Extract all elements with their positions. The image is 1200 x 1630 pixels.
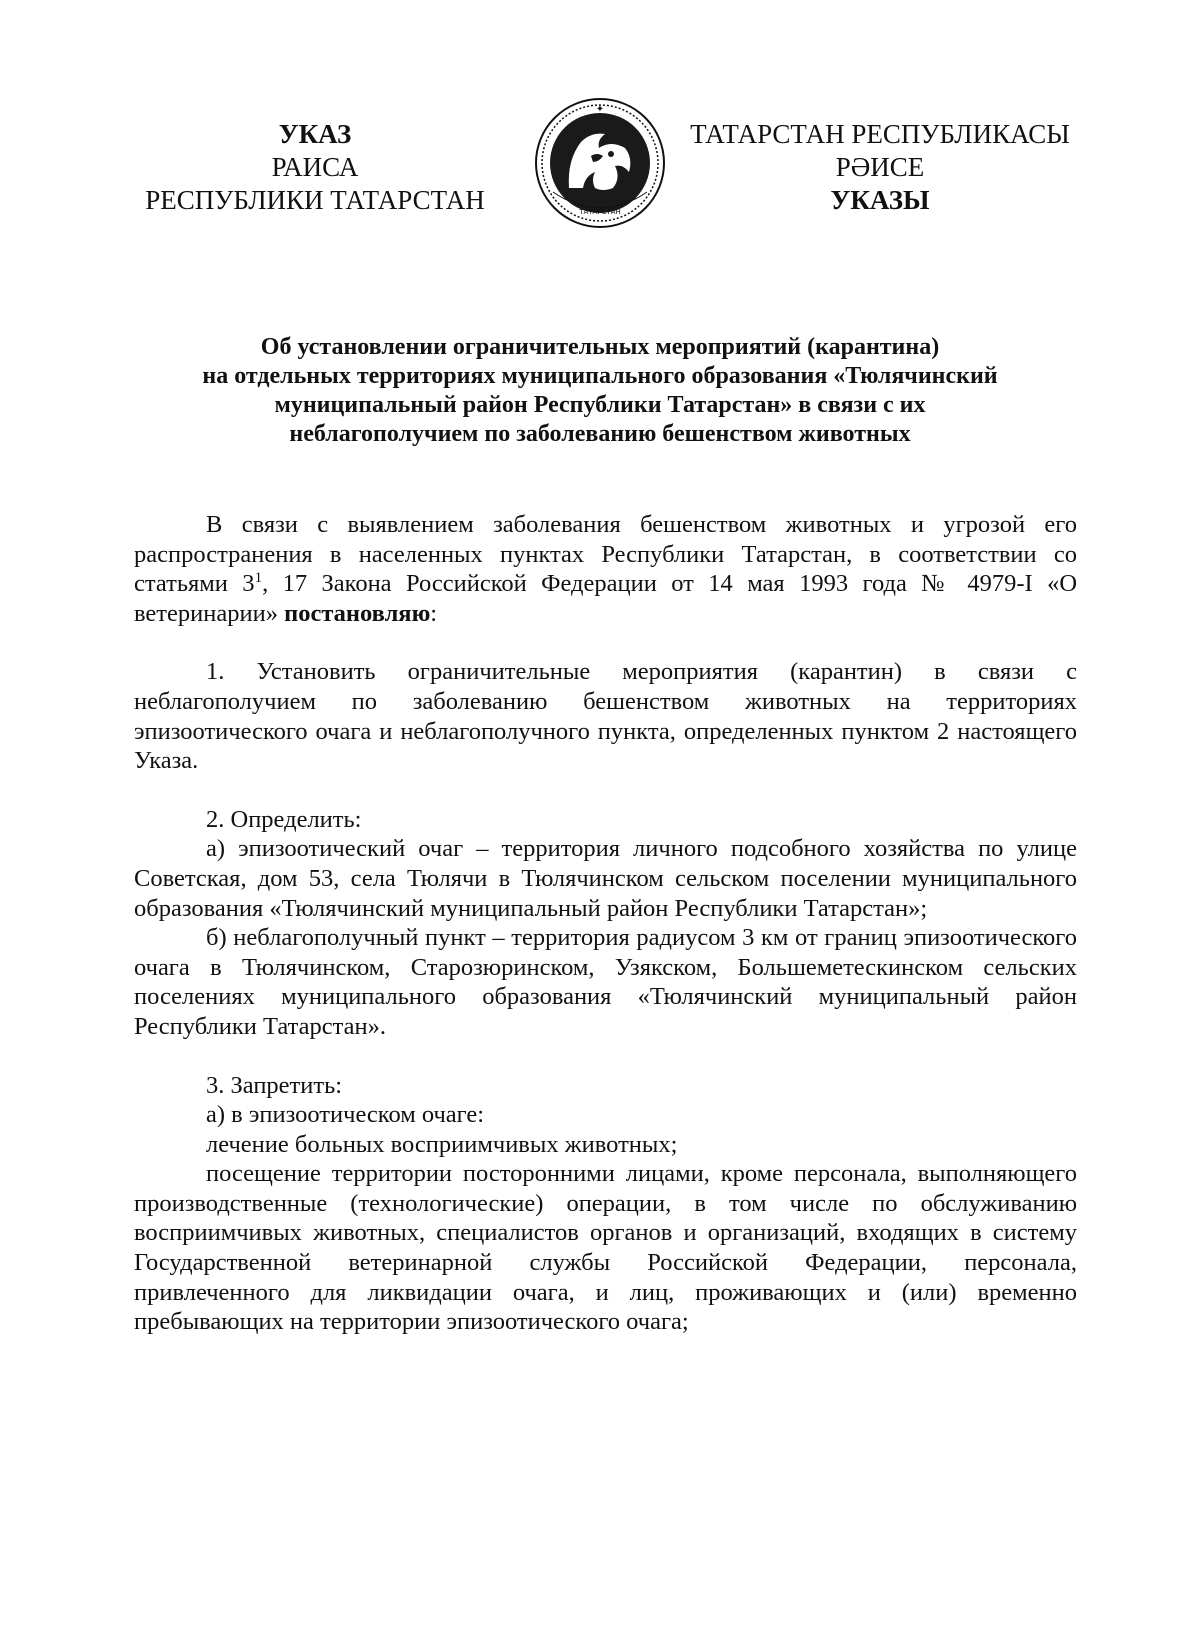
paragraph-2-b: б) неблагополучный пункт – территория радиусом 3 км от границ эпизоотического очага в Тюлячинском, Старозюринском, Узякском, Большеметескинском сельских поселениях муниципального образования «Тюлячинский муниципальный район Республики Татарстан». (134, 924, 1077, 1040)
preamble-paragraph (134, 510, 1077, 628)
paragraph-3-heading: 3. Запретить: (206, 1071, 343, 1099)
preamble-decree-word: постановляю (284, 599, 431, 627)
paragraph-2-heading: 2. Определить: (206, 805, 362, 833)
document-title (120, 333, 1080, 449)
document-body (134, 510, 1077, 1337)
title-line-2: на отдельных территориях муниципального образования «Тюлячинский (202, 363, 998, 389)
preamble-text-2: , 17 Закона Российской Федерации от 14 мая 1993 года № 4979-I «О ветеринарии» (134, 570, 1078, 627)
paragraph-1: 1. Установить ограничительные мероприятия (карантин) в связи с неблагополучием по заболеванию бешенством животных на территориях эпизоотического очага и неблагополучного пункта, определенных пунктом 2 настоящего Указа. (134, 658, 1077, 775)
title-line-3: муниципальный район Республики Татарстан» в связи с их (274, 392, 926, 418)
header-left-line-2: РАИСА (271, 152, 359, 182)
header-right-line-1: ТАТАРСТАН РЕСПУБЛИКАСЫ (690, 119, 1070, 149)
preamble-superscript: 1 (254, 570, 263, 587)
coat-of-arms-emblem (533, 96, 667, 230)
paragraph-3-a: а) в эпизоотическом очаге: (206, 1101, 485, 1129)
preamble-colon: : (430, 599, 438, 627)
paragraph-2-a: а) эпизоотический очаг – территория личного подсобного хозяйства по улице Советская, дом 53, села Тюлячи в Тюлячинском сельском поселении муниципального образования «Тюлячинский муниципальный район Республики Татарстан»; (134, 835, 1077, 922)
paragraph-3-item-1: лечение больных восприимчивых животных; (206, 1130, 678, 1158)
svg-text:✦: ✦ (595, 104, 605, 115)
header-left-line-1: УКАЗ (278, 119, 352, 149)
paragraph-3-item-2: посещение территории посторонними лицами, кроме персонала, выполняющего производственные (технологические) операции, в том числе по обслуживанию восприимчивых животных, специалистов органов и организаций, входящих в систему Государственной ветеринарной службы Российской Федерации, персонала, привлеченного для ликвидации очага, и лиц, проживающих и (или) временно пребывающих на территории эпизоотического очага; (134, 1160, 1077, 1336)
header-right-line-3: УКАЗЫ (830, 185, 930, 215)
header-right (680, 118, 1080, 217)
emblem-text: ТАТАРСТАН (579, 208, 621, 216)
header-left-line-3: РЕСПУБЛИКИ ТАТАРСТАН (145, 185, 485, 215)
title-line-4: неблагополучием по заболеванию бешенством животных (289, 421, 911, 447)
header-left (120, 118, 510, 217)
header-right-line-2: РӘИСЕ (835, 152, 925, 182)
preamble-text: В связи с выявлением заболевания бешенством животных и угрозой его распространения в населенных пунктах Республики Татарстан, в соответствии со статьями 3 (134, 511, 1077, 598)
title-line-1: Об установлении ограничительных мероприятий (карантина) (260, 334, 940, 360)
